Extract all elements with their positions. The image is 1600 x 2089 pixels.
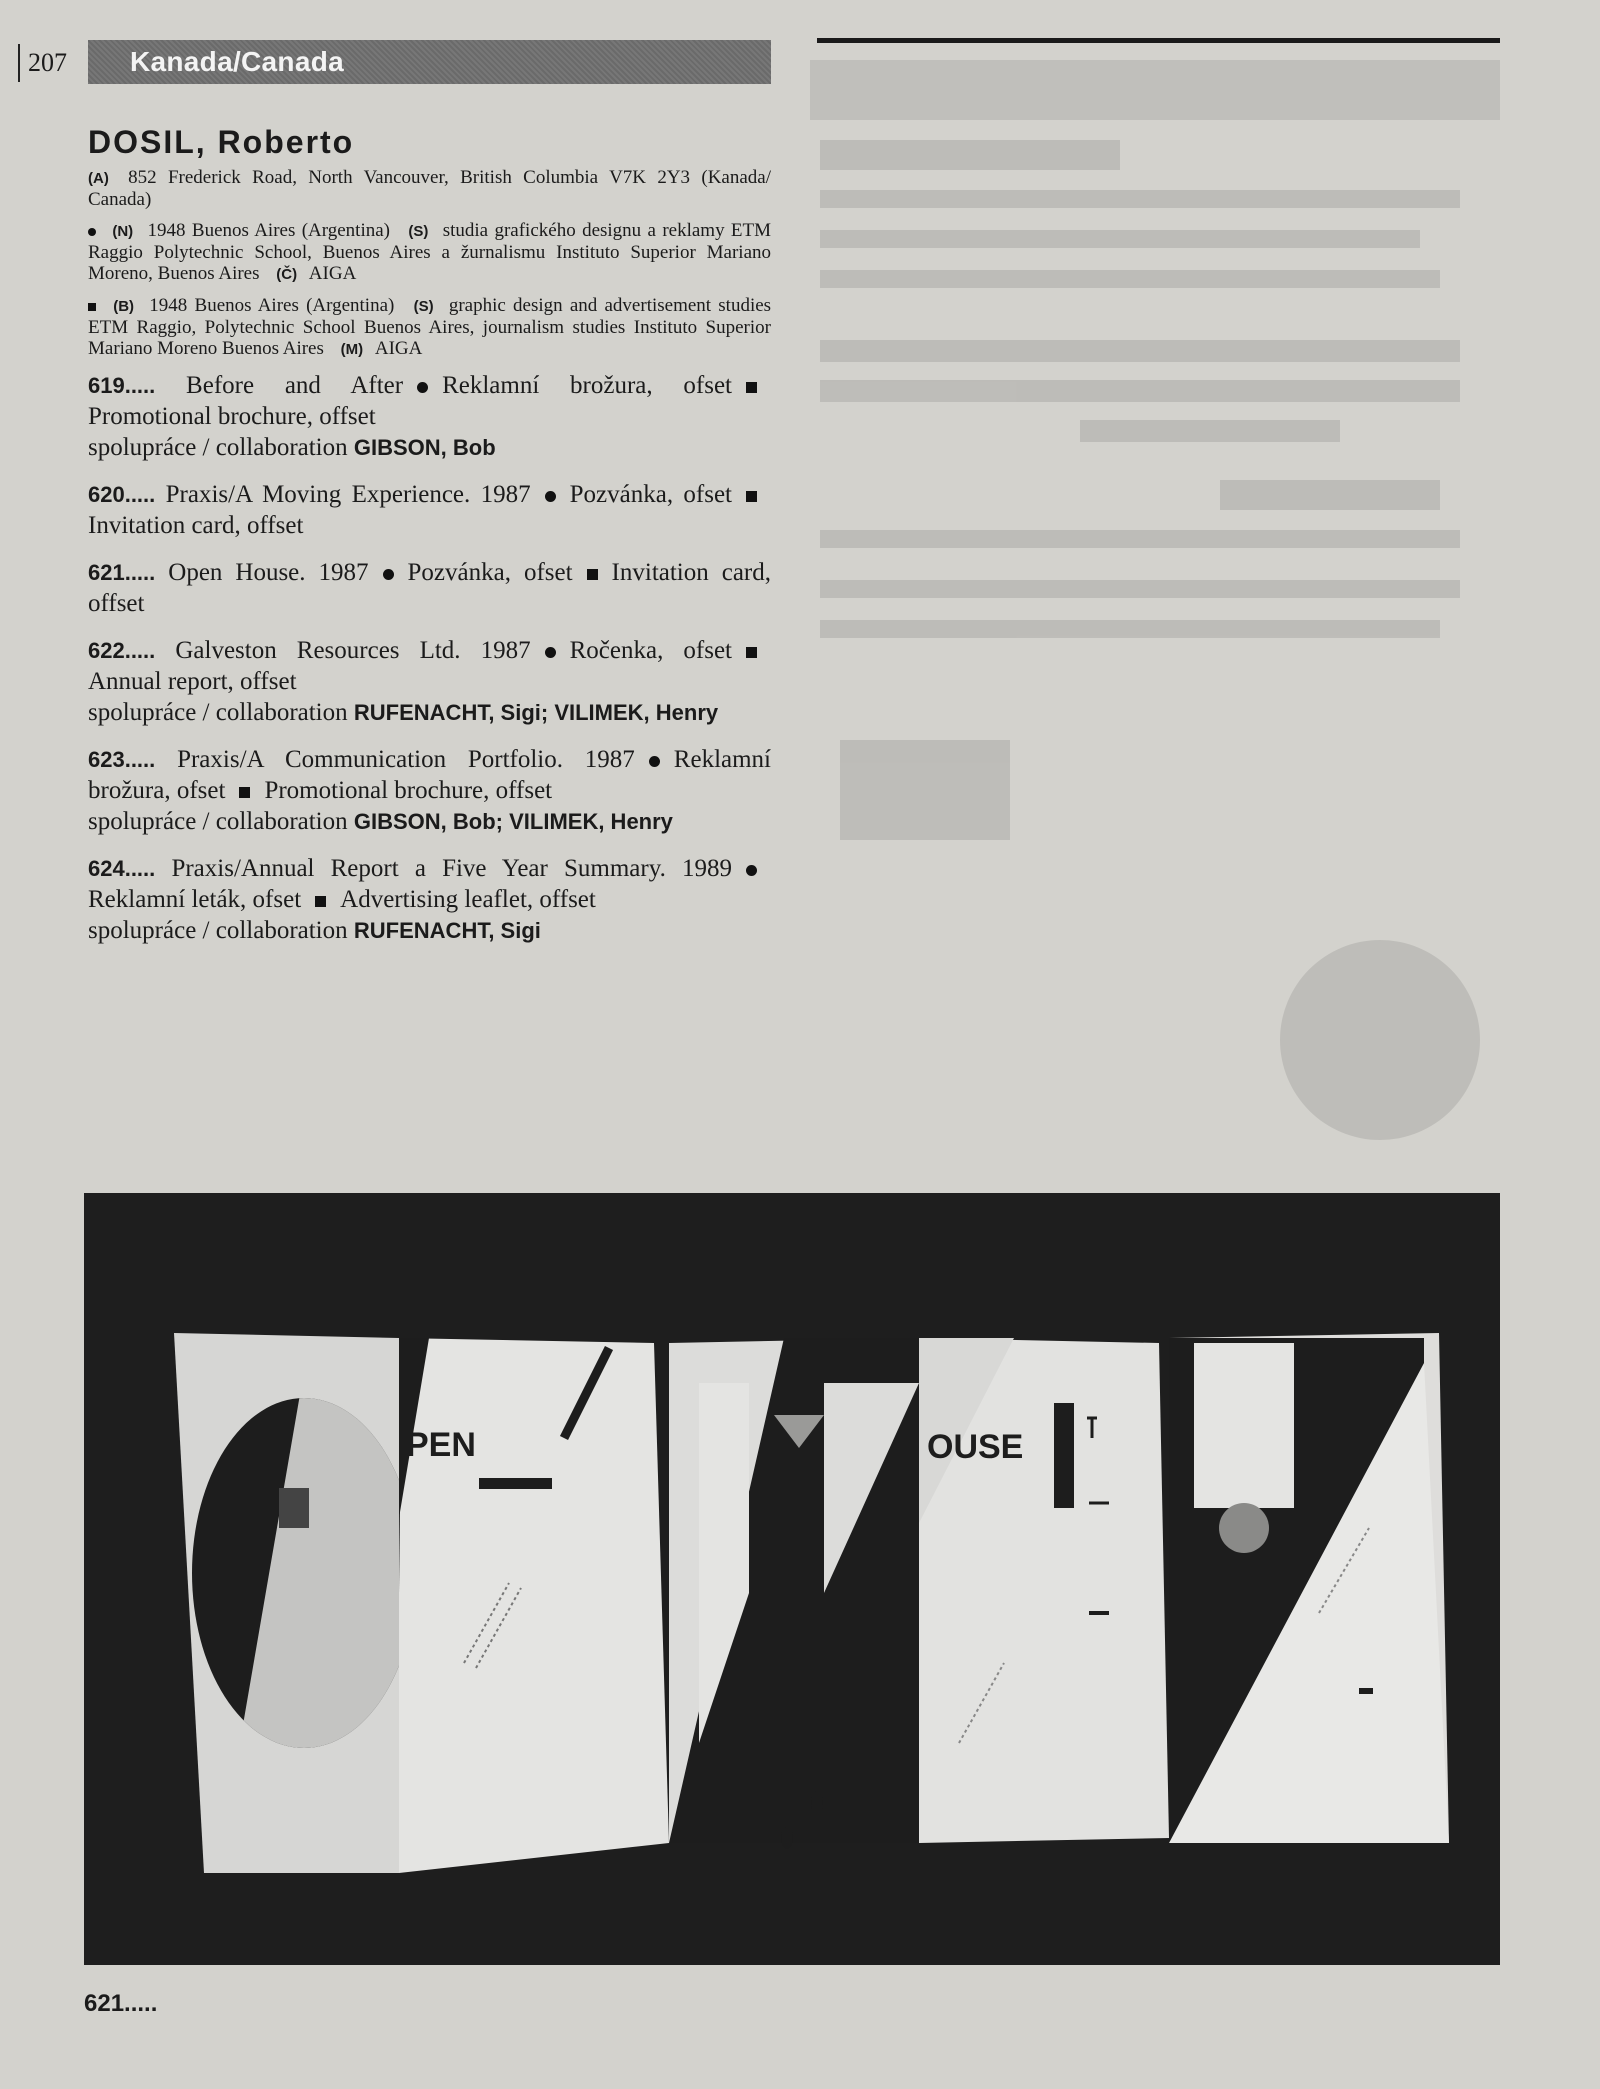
entry-type-cz: Reklamní brožura, ofset (442, 372, 732, 399)
studies-cz: studia grafického designu a reklamy ETM Raggio Polytechnic School, Buenos Aires a žurnalismu Instituto Superior Mariano Moreno, Buenos Aires (88, 220, 772, 284)
entry-number: 624..... (88, 856, 156, 881)
invitation-text-ouse: OUSE (927, 1428, 1024, 1466)
collab-names: RUFENACHT, Sigi (353, 918, 541, 943)
collab-names: GIBSON, Bob (353, 435, 496, 460)
entry-type-cz: Pozvánka, ofset (407, 559, 573, 586)
section-title: Kanada/Canada (130, 46, 344, 77)
studies-en: graphic design and advertisement studies ETM Raggio, Polytechnic School Buenos Aires, journalism studies Instituto Superior Mariano Moreno Buenos Aires (88, 295, 772, 359)
entry-type-en: Annual report, offset (88, 668, 297, 695)
address-text: 852 Frederick Road, North Vancouver, British Columbia V7K 2Y3 (Kanada/ Canada) (88, 167, 772, 210)
entry-number: 621..... (88, 560, 156, 585)
entry-type-en: Invitation card, offset (88, 559, 772, 617)
work-entry (88, 557, 771, 619)
work-entry (88, 853, 771, 946)
born-en: 1948 Buenos Aires (Argentina) (149, 295, 395, 316)
entry-type-en: Invitation card, offset (88, 512, 304, 539)
entry-title: Praxis/A Moving Experience. 1987 (165, 481, 531, 508)
bullet-circle-icon (649, 756, 660, 767)
bullet-circle-icon (383, 569, 394, 580)
bleed-through-texture (780, 60, 1500, 1200)
bullet-circle-icon (88, 228, 96, 236)
bullet-square-icon (239, 787, 250, 798)
designer-entry (88, 124, 771, 962)
figure-caption: 621..... (84, 1990, 158, 2017)
bullet-square-icon (587, 569, 598, 580)
studies-label-en: (S) (413, 298, 434, 315)
entry-number: 623..... (88, 747, 156, 772)
bullet-circle-icon (545, 491, 556, 502)
entry-type-cz: Reklamní brožura, ofset (88, 746, 772, 804)
section-header-bar (88, 40, 771, 84)
studies-label-cz: (S) (408, 223, 429, 240)
bio-english (88, 295, 771, 360)
collab-label: spolupráce / collaboration (88, 808, 348, 835)
entry-number: 622..... (88, 638, 156, 663)
bullet-circle-icon (545, 647, 556, 658)
work-entry (88, 479, 771, 541)
address-line (88, 167, 771, 210)
bullet-circle-icon (746, 865, 757, 876)
collab-label: spolupráce / collaboration (88, 434, 348, 461)
born-label-en: (B) (113, 298, 135, 315)
invitation-text-pen: PEN (406, 1426, 476, 1464)
member-en: AIGA (374, 338, 423, 359)
entry-collaboration (88, 432, 771, 463)
bullet-square-icon (746, 491, 757, 502)
bullet-square-icon (746, 382, 757, 393)
entry-collaboration (88, 806, 771, 837)
bullet-square-icon (315, 896, 326, 907)
collab-label: spolupráce / collaboration (88, 699, 348, 726)
collab-names: GIBSON, Bob; VILIMEK, Henry (353, 809, 673, 834)
member-label-cz: (Č) (276, 266, 298, 283)
work-entry (88, 744, 771, 837)
entry-type-en: Advertising leaflet, offset (340, 886, 596, 913)
collab-names: RUFENACHT, Sigi; VILIMEK, Henry (353, 700, 719, 725)
entry-number: 619..... (88, 373, 156, 398)
born-cz: 1948 Buenos Aires (Argentina) (147, 220, 391, 241)
address-label: (A) (88, 170, 109, 187)
entry-number: 620..... (88, 482, 156, 507)
designer-name: DOSIL, Roberto (88, 124, 355, 160)
entry-title: Open House. 1987 (168, 559, 369, 586)
entry-type-cz: Reklamní leták, ofset (88, 886, 302, 913)
entry-title: Praxis/A Communication Portfolio. 1987 (177, 746, 635, 773)
top-rule (817, 38, 1500, 43)
member-cz: AIGA (308, 263, 357, 284)
bio-czech (88, 220, 771, 285)
entry-title: Before and After (186, 372, 404, 399)
entry-type-en: Promotional brochure, offset (264, 777, 553, 804)
member-label-en: (M) (340, 341, 364, 358)
entry-type-cz: Ročenka, ofset (569, 637, 732, 664)
open-house-invitation-illustration (84, 1193, 1500, 1965)
bullet-circle-icon (417, 382, 428, 393)
entry-type-cz: Pozvánka, ofset (569, 481, 733, 508)
page-number: 207 (18, 44, 72, 82)
entry-collaboration (88, 915, 771, 946)
entry-title: Praxis/Annual Report a Five Year Summary. 1989 (171, 855, 732, 882)
born-label-cz: (N) (112, 223, 134, 240)
figure-photo (84, 1193, 1500, 1965)
entry-collaboration (88, 697, 771, 728)
collab-label: spolupráce / collaboration (88, 917, 348, 944)
entry-title: Galveston Resources Ltd. 1987 (175, 637, 531, 664)
entry-type-en: Promotional brochure, offset (88, 403, 376, 430)
bullet-square-icon (88, 303, 96, 311)
bullet-square-icon (746, 647, 757, 658)
work-entry (88, 635, 771, 728)
work-entry (88, 370, 771, 463)
